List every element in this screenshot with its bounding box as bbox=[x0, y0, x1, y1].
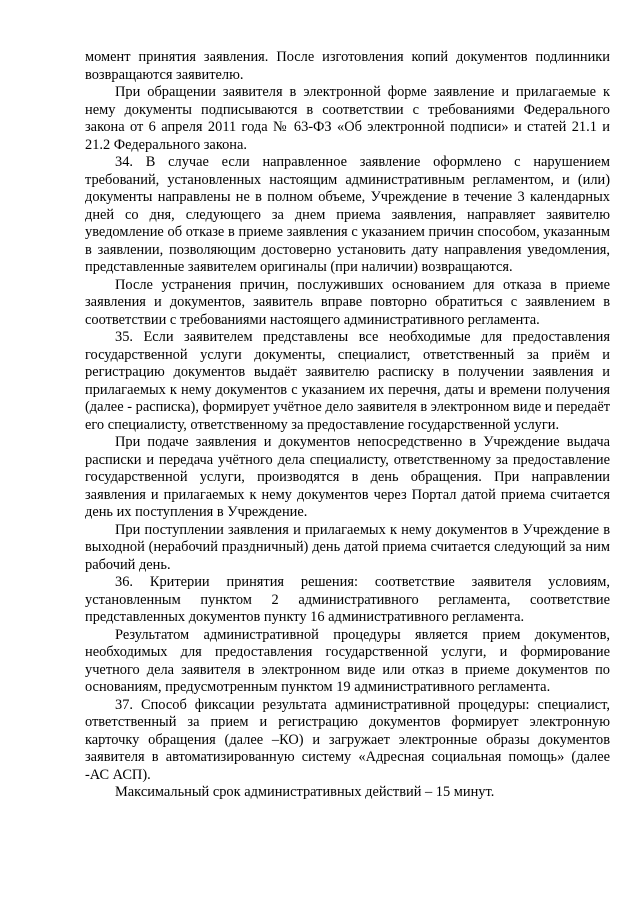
paragraph-37: 37. Способ фиксации результата административной процедуры: специалист, ответственный за прием и регистрацию документов формирует электронную карточку обращения (далее –КО) и загружает электронные образы документов заявителя в автоматизированную систему «Адресная социальная помощь» (далее -АС АСП). bbox=[85, 696, 610, 783]
paragraph-max-duration: Максимальный срок административных действий – 15 минут. bbox=[115, 784, 495, 800]
paragraph-procedure-result: Результатом административной процедуры является прием документов, необходимых для предоставления государственной услуги, и формирование учетного дела заявителя в электронном виде или отказ в приеме документов по основаниям, предусмотренным пунктом 19 административного регламента. bbox=[85, 626, 610, 695]
paragraph-direct-submission: При подаче заявления и документов непосредственно в Учреждение выдача расписки и передача учётного дела специалисту, ответственному за предоставление государственной услуги, производятся в день обращения. При направлении заявления и прилагаемых к нему документов через Портал датой приема считается день их поступления в Учреждение. bbox=[85, 434, 610, 520]
paragraph-holiday-submission: При поступлении заявления и прилагаемых к нему документов в Учреждение в выходной (нерабочий праздничный) день датой приема считается следующий за ним рабочий день. bbox=[85, 521, 610, 573]
paragraph-35: 35. Если заявителем представлены все необходимые для предоставления государственной услуги документы, специалист, ответственный за приём и регистрацию документов выдаёт заявителю расписку в получении заявления и прилагаемых к нему документов с указанием их перечня, даты и времени получения (далее - расписка), формирует учётное дело заявителя в электронном виде и передаёт его специалисту, ответственному за предоставление государственной услуги. bbox=[85, 329, 610, 433]
document-page bbox=[85, 49, 610, 889]
paragraph-electronic-signature: При обращении заявителя в электронной форме заявление и прилагаемые к нему документы подписываются в соответствии с требованиями Федерального закона от 6 апреля 2011 года № 63-ФЗ «Об электронной подписи» и статей 21.1 и 21.2 Федерального закона. bbox=[85, 84, 610, 153]
paragraph-reapply: После устранения причин, послуживших основанием для отказа в приеме заявления и документов, заявитель вправе повторно обратиться с заявлением в соответствии с требованиями настоящего административного регламента. bbox=[85, 276, 610, 328]
paragraph-36: 36. Критерии принятия решения: соответствие заявителя условиям, установленным пунктом 2 административного регламента, соответствие представленных документов пункту 16 административного регламента. bbox=[85, 574, 610, 625]
paragraph-continuation: момент принятия заявления. После изготовления копий документов подлинники возвращаются заявителю. bbox=[85, 49, 610, 83]
paragraph-34: 34. В случае если направленное заявление оформлено с нарушением требований, установленных настоящим административным регламентом, и (или) документы направлены не в полном объеме, Учреждение в течение 3 календарных дней со дня, следующего за днем приема заявления, направляет заявителю уведомление об отказе в приеме заявления с указанием причин способом, указанным в заявлении, позволяющим достоверно установить дату направления уведомления, представленные заявителем оригиналы (при наличии) возвращаются. bbox=[85, 154, 610, 275]
